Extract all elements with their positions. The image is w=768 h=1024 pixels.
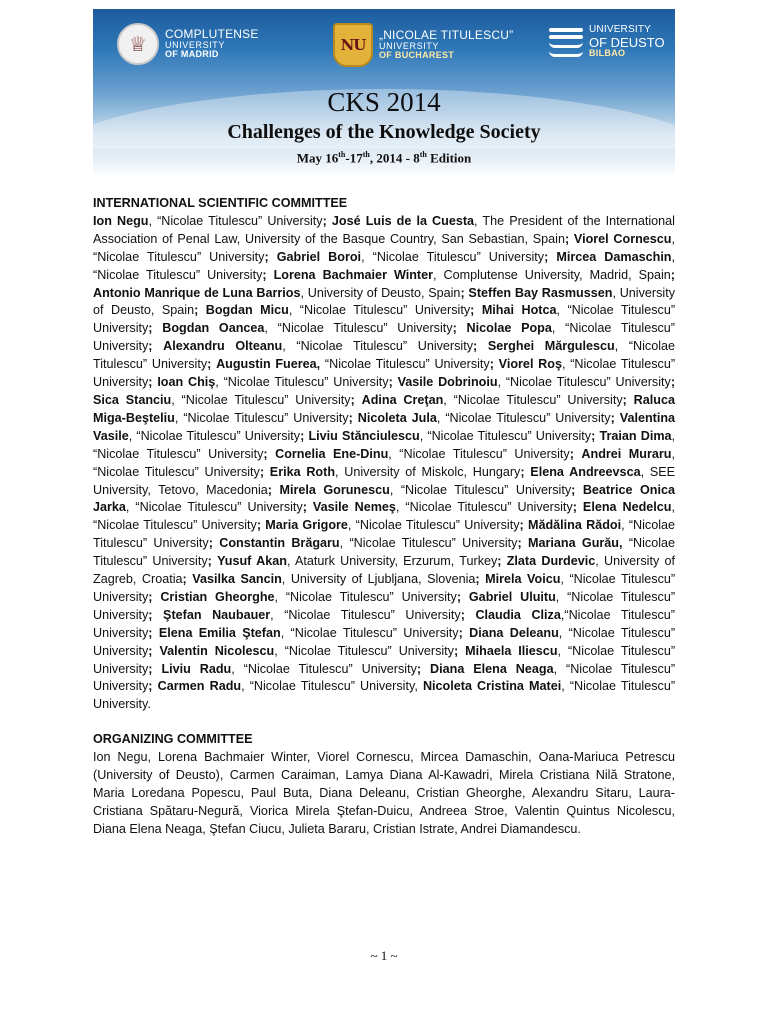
committee-member-name: Elena Emilia Ştefan (158, 625, 281, 640)
committee-member-affiliation: “Nicolae Titulescu” University (157, 213, 323, 228)
committee-member-affiliation: “Nicolae Titulescu” University (93, 464, 260, 479)
committee-member-affiliation: “Nicolae Titulescu” University (400, 482, 572, 497)
committee-member-affiliation: “Nicolae Titulescu” University (223, 375, 389, 390)
deusto-logo (549, 23, 665, 61)
committee-member-name: Ioan Chiş (157, 375, 216, 390)
committee-member-affiliation: “Nicolae Titulescu” University (349, 536, 518, 551)
committee-member-name: Adina Creţan (361, 392, 444, 407)
committee-member-affiliation: “Nicolae Titulescu” University (284, 607, 461, 622)
committee-member-affiliation: The President of the International Association of Penal Law, University of the Basque Country, San Sebastian, Spain (93, 213, 675, 246)
logo-line: OF DEUSTO (589, 34, 665, 50)
logo-line: BILBAO (589, 48, 626, 59)
committee-member-affiliation: University of Zagreb, Croatia (93, 554, 675, 587)
committee-member-affiliation: “Nicolae Titulescu” University (284, 643, 454, 658)
titulescu-logo (333, 23, 513, 67)
committee-member-name: Cristian Gheorghe (160, 589, 275, 604)
committee-member-affiliation: Complutense University, Madrid, Spain (443, 267, 671, 282)
committee-member-affiliation: “Nicolae Titulescu” University (285, 589, 457, 604)
committee-member-affiliation: “Nicolae Titulescu” University (296, 339, 474, 354)
committee-member-affiliation: “Nicolae Titulescu” University (93, 518, 676, 551)
committee-member-name: Augustin Fuerea, (216, 357, 321, 372)
committee-member-affiliation: “Nicolae Titulescu” University (427, 428, 592, 443)
committee-member-affiliation: “Nicolae Titulescu” University (93, 446, 264, 461)
committee-member-name: Mădălina Rădoi (527, 518, 622, 533)
committee-member-name: Mariana Gurău, (528, 536, 623, 551)
logo-line: „NICOLAE TITULESCU” (379, 28, 514, 43)
committee-member-affiliation: “Nicolae Titulescu” University (183, 410, 349, 425)
committee-member-affiliation: “Nicolae Titulescu” University (505, 375, 671, 390)
committee-member-name: Raluca Miga-Beşteliu (93, 392, 675, 425)
committee-member-name: Lorena Bachmaier Winter (273, 267, 434, 282)
shield-mark: NU (340, 36, 366, 54)
committee-member-name: Beatrice Onica Jarka (93, 482, 676, 515)
committee-member-affiliation: “Nicolae Titulescu” University (93, 572, 676, 604)
committee-member-affiliation: “Nicolae Titulescu” University (405, 500, 573, 515)
committee-member-name: Carmen Radu (157, 679, 242, 694)
committee-member-name: Mihaela Iliescu (465, 643, 558, 658)
committee-member-affiliation: “Nicolae Titulescu” University (93, 589, 676, 622)
committee-member-name: Alexandru Olteanu (163, 339, 283, 354)
committee-member-name: Gabriel Uluitu (468, 589, 556, 604)
committee-member-name: Ştefan Naubauer (163, 607, 271, 622)
committee-member-affiliation: University of Deusto, Spain (93, 285, 675, 318)
committee-member-name: Serghei Mărgulescu (487, 339, 615, 354)
committee-member-name: Elena Nedelcu (582, 500, 672, 515)
shield-icon (333, 23, 373, 67)
committee-member-name: Valentin Nicolescu (159, 643, 275, 658)
committee-member-name: Nicolae Popa (466, 321, 552, 336)
committee-member-affiliation: “Nicolae Titulescu” University (93, 625, 676, 658)
conference-title: CKS 2014 (327, 87, 441, 117)
logo-line: OF BUCHAREST (379, 50, 455, 61)
committee-member-affiliation: University of Deusto, Spain (307, 285, 461, 300)
committee-member-affiliation: “Nicolae Titulescu” University (93, 536, 676, 569)
committee-member-name: Mircea Damaschin (556, 249, 672, 264)
complutense-logo (117, 23, 259, 65)
committee-member-name: Cornelia Ene-Dinu (275, 446, 389, 461)
conference-date: May 16th-17th, 2014 - 8th Edition (296, 150, 472, 166)
committee-member-affiliation: “Nicolae Titulescu” University (453, 392, 623, 407)
committee-member-name: Zlata Durdevic (506, 554, 596, 569)
committee-member-affiliation: University of Ljubljana, Slovenia (290, 572, 476, 587)
committee-member-name: Viorel Roş (498, 357, 562, 372)
committee-member-name: José Luis de la Cuesta (331, 213, 475, 228)
committee-member-name: Mihai Hotca (481, 303, 557, 318)
committee-member-affiliation: “Nicolae Titulescu” University (93, 679, 676, 712)
committee-member-name: Maria Grigore (265, 518, 348, 533)
committee-member-affiliation: “Nicolae Titulescu” University (136, 428, 301, 443)
committee-member-name: Claudia Cliza (475, 607, 561, 622)
committee-member-affiliation: “Nicolae Titulescu” University (93, 607, 676, 640)
organizing-committee-heading: ORGANIZING COMMITTEE (93, 732, 253, 747)
committee-member-name: Nicoleta Cristina Matei (422, 679, 562, 694)
committee-member-name: Mirela Gorunescu (279, 482, 390, 497)
committee-member-affiliation: “Nicolae Titulescu” University (324, 357, 490, 372)
committee-member-name: Liviu Stănciulescu (308, 428, 420, 443)
committee-member-name: Valentina Vasile (93, 410, 676, 443)
logo-line: UNIVERSITY (379, 40, 440, 51)
committee-member-name: Gabriel Boroi (276, 249, 362, 264)
organizing-committee-list: Ion Negu, Lorena Bachmaier Winter, Viorel Cornescu, Mircea Damaschin, Oana-Mariuca Petrescu (University of Deusto), Carmen Caraiman, Lamya Diana Al-Kawadri, Mirela Cristiana Nilă Stratone, Maria Loredana Popescu, Paul Buta, Diana Deleanu, Cristian Gheorghe, Alexandru Sitaru, Laura-Cristiana Spătaru-Negură, Viorica Mirela Ştefan-Duicu, Andreea Stroe, Valentin Quintus Nicolescu, Diana Elena Neaga, Ştefan Ciucu, Julieta Bararu, Cristian Istrate, Andrei Diamandescu. (93, 750, 675, 836)
committee-member-affiliation: “Nicolae Titulescu” University (93, 661, 676, 694)
committee-member-affiliation: Ataturk University, Erzurum, Turkey (294, 554, 498, 569)
committee-member-name: Constantin Brăgaru (219, 536, 340, 551)
committee-member-affiliation: University of Miskolc, Hungary (344, 464, 521, 479)
committee-member-name: Elena Andreevsca (530, 464, 641, 479)
committee-member-name: Diana Elena Neaga (430, 661, 554, 676)
committee-member-affiliation: “Nicolae Titulescu” University (93, 518, 257, 533)
committee-member-affiliation: “Nicolae Titulescu” University (399, 446, 570, 461)
logo-line: OF MADRID (165, 49, 219, 60)
committee-member-affiliation: “Nicolae Titulescu” University (93, 267, 263, 282)
committee-member-name: Steffen Bay Rasmussen (468, 285, 613, 300)
committee-member-affiliation: “Nicolae Titulescu” University (445, 410, 611, 425)
conference-subtitle: Challenges of the Knowledge Society (227, 121, 541, 143)
committee-member-affiliation: “Nicolae Titulescu” University (277, 321, 453, 336)
page-number: ~ 1 ~ (370, 948, 398, 963)
committee-member-affiliation: “Nicolae Titulescu” University (355, 518, 520, 533)
committee-member-name: Liviu Radu (161, 661, 232, 676)
committee-member-affiliation: “Nicolae Titulescu” University (93, 643, 676, 676)
committee-member-name: Mirela Voicu (485, 572, 561, 587)
scientific-committee-list: Ion Negu, “Nicolae Titulescu” University; José Luis de la Cuesta, The President of the International Association of Penal Law, University of the Basque Country, San Sebastian, Spain; Viorel Cornescu, “Nicolae Titulescu” University; Gabriel Boroi, “Nicolae Titulescu” University; Mircea Damaschin, “Nicolae Titulescu” University; Lorena Bachmaier Winter, Complutense University, Madrid, Spain; Antonio Manrique de Luna Barrios, University of Deusto, Spain; Steffen Bay Rasmussen, University of Deusto, Spain; Bogdan Micu, “Nicolae Titulescu” University; Mihai Hotca, “Nicolae Titulescu” University; Bogdan Oancea, “Nicolae Titulescu” University; Nicolae Popa, “Nicolae Titulescu” University; Alexandru Olteanu, “Nicolae Titulescu” University; Serghei Mărgulescu, “Nicolae Titulescu” University; Augustin Fuerea, “Nicolae Titulescu” University; Viorel Roş, “Nicolae Titulescu” University; Ioan Chiş, “Nicolae Titulescu” University; Vasile Dobrinoiu, “Nicolae Titulescu” University; Sica Stanciu, “Nicolae Titulescu” University; Adina Creţan, “Nicolae Titulescu” University; Raluca Miga-Beşteliu, “Nicolae Titulescu” University; Nicoleta Jula, “Nicolae Titulescu” University; Valentina Vasile, “Nicolae Titulescu” University; Liviu Stănciulescu, “Nicolae Titulescu” University; Traian Dima, “Nicolae Titulescu” University; Cornelia Ene-Dinu, “Nicolae Titulescu” University; Andrei Muraru, “Nicolae Titulescu” University; Erika Roth, University of Miskolc, Hungary; Elena Andreevsca, SEE University, Tetovo, Macedonia; Mirela Gorunescu, “Nicolae Titulescu” University; Beatrice Onica Jarka, “Nicolae Titulescu” University; Vasile Nemeş, “Nicolae Titulescu” University; Elena Nedelcu, “Nicolae Titulescu” University; Maria Grigore, “Nicolae Titulescu” University; Mădălina Rădoi, “Nicolae Titulescu” University; Constantin Brăgaru, “Nicolae Titulescu” University; Mariana Gurău, “Nicolae Titulescu” University; Yusuf Akan, Ataturk University, Erzurum, Turkey; Zlata Durdevic, University of Zagreb, Croatia; Vasilka Sancin, University of Ljubljana, Slovenia; Mirela Voicu, “Nicolae Titulescu” University; Cristian Gheorghe, “Nicolae Titulescu” University; Gabriel Uluitu, “Nicolae Titulescu” University; Ştefan Naubauer, “Nicolae Titulescu” University; Claudia Cliza,“Nicolae Titulescu” University; Elena Emilia Ştefan, “Nicolae Titulescu” University; Diana Deleanu, “Nicolae Titulescu” University; Valentin Nicolescu, “Nicolae Titulescu” University; Mihaela Iliescu, “Nicolae Titulescu” University; Liviu Radu, “Nicolae Titulescu” University; Diana Elena Neaga, “Nicolae Titulescu” University; Carmen Radu, “Nicolae Titulescu” University, Nicoleta Cristina Matei, “Nicolae Titulescu” University. (93, 213, 676, 712)
committee-member-name: Bogdan Micu (205, 303, 289, 318)
committee-member-affiliation: “Nicolae Titulescu” University (93, 357, 676, 390)
conference-title-block (93, 86, 675, 166)
committee-member-affiliation: “Nicolae Titulescu” University (93, 321, 676, 354)
scientific-committee-heading: INTERNATIONAL SCIENTIFIC COMMITTEE (93, 196, 348, 210)
committee-member-affiliation: “Nicolae Titulescu” University (93, 339, 676, 372)
logo-line: UNIVERSITY (589, 24, 652, 36)
committee-member-affiliation: “Nicolae Titulescu” University (299, 303, 471, 318)
committee-member-affiliation: “Nicolae Titulescu” University (372, 249, 545, 264)
committee-member-name: Diana Deleanu (469, 625, 559, 640)
committee-member-affiliation: “Nicolae Titulescu” University (181, 392, 351, 407)
committee-member-name: Vasile Nemeş (312, 500, 396, 515)
committee-member-affiliation: “Nicolae Titulescu” University (93, 303, 676, 336)
committee-member-affiliation: “Nicolae Titulescu” University (249, 679, 415, 694)
committee-member-name: Nicoleta Jula (357, 410, 437, 425)
committee-member-affiliation: SEE University, Tetovo, Macedonia (93, 464, 676, 497)
committee-member-name: Vasile Dobrinoiu (397, 375, 498, 390)
committee-member-name: Yusuf Akan (217, 554, 287, 569)
committee-member-name: Viorel Cornescu (573, 231, 672, 246)
committee-member-name: Vasilka Sancin (192, 572, 282, 587)
document-body (93, 195, 675, 839)
committee-member-name: Traian Dima (599, 428, 672, 443)
committee-member-name: Sica Stanciu (93, 392, 172, 407)
committee-member-affiliation: “Nicolae Titulescu” University (290, 625, 459, 640)
building-icon (549, 23, 583, 61)
committee-member-affiliation: “Nicolae Titulescu” University (93, 249, 265, 264)
logo-line: COMPLUTENSE (165, 27, 259, 42)
logo-line: UNIVERSITY (165, 39, 226, 50)
committee-member-name: Ion Negu (93, 213, 149, 228)
committee-member-affiliation: “Nicolae Titulescu” University (135, 500, 303, 515)
committee-member-name: Antonio Manrique de Luna Barrios (93, 285, 301, 300)
committee-member-affiliation: “Nicolae Titulescu” University (243, 661, 417, 676)
university-seal-icon: ♕ (117, 23, 159, 65)
committee-member-name: Andrei Muraru (581, 446, 672, 461)
committee-member-name: Erika Roth (269, 464, 336, 479)
committee-member-name: Bogdan Oancea (162, 321, 265, 336)
